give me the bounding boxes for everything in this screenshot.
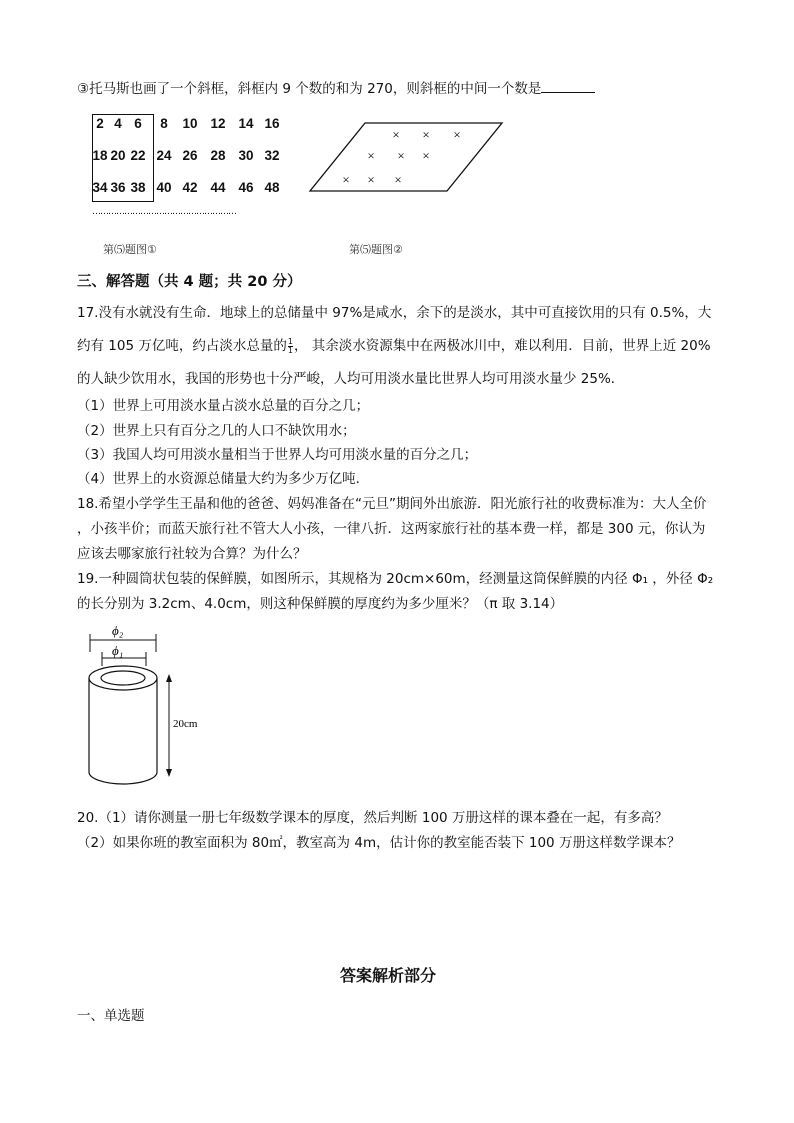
cross-mark: × <box>394 172 402 187</box>
fraction-numerator: 1 <box>287 336 293 346</box>
grid-number: 4 <box>114 116 122 131</box>
q17-sub2: （2）世界上只有百分之几的人口不缺饮用水； <box>77 423 356 439</box>
cross-marks <box>342 127 460 187</box>
cylinder-bottom <box>89 772 157 784</box>
cross-mark: × <box>422 148 430 163</box>
grid-number: 12 <box>210 116 226 131</box>
q20-line1: 20.（1）请你测量一册七年级数学课本的厚度，然后判断 100 万册这样的课本叠在一起，有多高？ <box>77 810 668 826</box>
fraction <box>288 338 293 355</box>
answers-section1: 一、单选题 <box>77 1008 145 1024</box>
q17-line2b: ， 其余淡水资源集中在两极冰川中，难以利用．目前，世界上近 20% <box>293 338 711 354</box>
grid-number: 32 <box>264 148 280 163</box>
cross-mark: × <box>342 172 350 187</box>
grid-number: 34 <box>92 180 108 195</box>
grid-number: 16 <box>264 116 280 131</box>
figure-cylinder <box>78 622 218 794</box>
figure2-caption: 第⑸题图② <box>349 243 403 256</box>
q18-line3: 应该去哪家旅行社较为合算？为什么？ <box>77 546 307 562</box>
q17-line3: 的人缺少饮用水，我国的形势也十分严峻，人均可用淡水量比世界人均可用淡水量少 25%． <box>77 371 625 387</box>
q16-part3-line <box>77 79 595 99</box>
grid-number: 36 <box>110 180 126 195</box>
q17-line1: 17.没有水就没有生命．地球上的总储量中 97%是咸水，余下的是淡水，其中可直接饮用的只有 0.5%，大 <box>77 305 712 321</box>
cross-mark: × <box>367 148 375 163</box>
cross-mark: × <box>453 127 461 142</box>
figure1-caption: 第⑸题图① <box>103 243 157 256</box>
q17-line2a: 约有 105 万亿吨，约占淡水总量的 <box>77 338 287 354</box>
q17-line2 <box>77 336 711 356</box>
cross-mark: × <box>367 172 375 187</box>
answers-title: 答案解析部分 <box>340 966 437 985</box>
fraction-denominator: 1 <box>287 345 293 355</box>
cross-mark: × <box>397 148 405 163</box>
phi2-label: ϕ₂ <box>112 623 124 638</box>
grid-number: 26 <box>182 148 198 163</box>
phi1-label: ϕ₁ <box>112 643 124 658</box>
grid-dots: ……………………………………………… <box>92 207 236 217</box>
parallelogram-shape <box>310 123 502 191</box>
grid-number: 14 <box>238 116 254 131</box>
q20-line2: （2）如果你班的教室面积为 80㎡，教室高为 4m，估计你的教室能否装下 100 万册这样数学课本？ <box>77 835 681 851</box>
grid-number: 30 <box>238 148 254 163</box>
cross-mark: × <box>392 127 400 142</box>
grid-number: 20 <box>110 148 126 163</box>
q19-line2: 的长分别为 3.2cm、4.0cm，则这种保鲜膜的厚度约为多少厘米？（π 取 3.14） <box>77 596 564 612</box>
answer-blank <box>541 79 595 93</box>
q19-line1: 19.一种圆筒状包装的保鲜膜，如图所示，其规格为 20cm×60m，经测量这筒保鲜膜的内径 Φ₁ ，外径 Φ₂ <box>77 571 714 587</box>
grid-number: 44 <box>210 180 226 195</box>
cylinder-top-inner <box>101 671 145 685</box>
q17-sub4: （4）世界上的水资源总储量大约为多少万亿吨． <box>77 471 370 487</box>
q18-line2: ，小孩半价；而蓝天旅行社不管大人小孩，一律八折．这两家旅行社的基本费一样，都是 300 元，你认为 <box>77 521 706 537</box>
cross-mark: × <box>422 127 430 142</box>
height-label: 20cm <box>173 718 198 730</box>
grid-number: 42 <box>182 180 198 195</box>
grid-number: 40 <box>156 180 172 195</box>
grid-number: 22 <box>130 148 146 163</box>
grid-number: 18 <box>92 148 108 163</box>
grid-number: 38 <box>130 180 146 195</box>
grid-number: 28 <box>210 148 226 163</box>
cylinder-top-outer <box>89 666 157 690</box>
grid-number: 24 <box>156 148 172 163</box>
grid-number: 2 <box>96 116 104 131</box>
grid-number: 10 <box>182 116 198 131</box>
figure-parallelogram <box>305 118 505 198</box>
section3-heading: 三、解答题（共 4 题；共 20 分） <box>77 274 302 290</box>
q17-sub1: （1）世界上可用淡水量占淡水总量的百分之几； <box>77 398 370 414</box>
q17-sub3: （3）我国人均可用淡水量相当于世界人均可用淡水量的百分之几； <box>77 447 478 463</box>
q18-line1: 18.希望小学学生王晶和他的爸爸、妈妈准备在“元旦”期间外出旅游．阳光旅行社的收费标准为：大人全价 <box>77 496 707 512</box>
figure-number-grid <box>88 112 288 222</box>
grid-number: 6 <box>134 116 142 131</box>
grid-number: 8 <box>160 116 168 131</box>
q16-part3-text: ③托马斯也画了一个斜框，斜框内 9 个数的和为 270，则斜框的中间一个数是 <box>77 81 542 97</box>
grid-number: 46 <box>238 180 254 195</box>
grid-number: 48 <box>264 180 280 195</box>
